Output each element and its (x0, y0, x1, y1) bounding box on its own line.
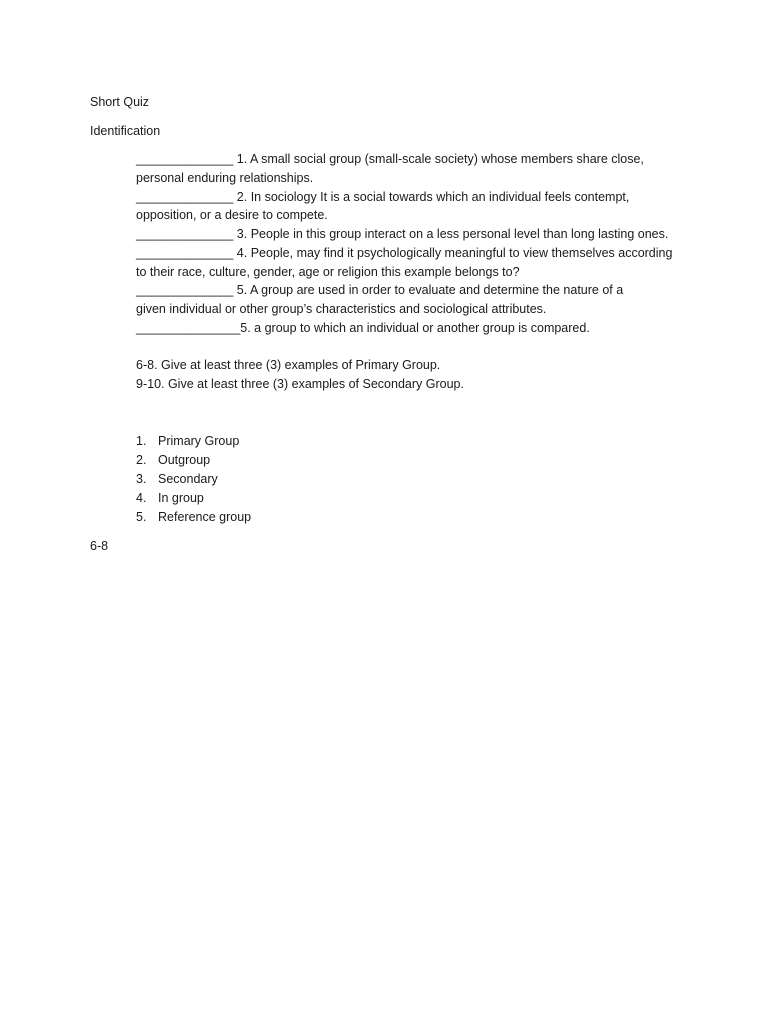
list-number: 3. (136, 472, 147, 486)
answer-list (136, 432, 436, 527)
task-line: 9-10. Give at least three (3) examples of Secondary Group. (136, 377, 464, 391)
list-item (136, 470, 436, 489)
question-line: ______________ 4. People, may find it psychologically meaningful to view themselves according (136, 245, 673, 260)
task-line: 6-8. Give at least three (3) examples of Primary Group. (136, 358, 441, 373)
list-item (136, 489, 436, 508)
question-line: to their race, culture, gender, age or religion this example belongs to? (136, 264, 520, 279)
quiz-title: Short Quiz (90, 95, 150, 109)
list-item (136, 432, 436, 451)
list-item (136, 451, 436, 470)
question-line: opposition, or a desire to compete. (136, 208, 328, 223)
list-number: 1. (136, 434, 147, 448)
question-line: ______________ 5. A group are used in order to evaluate and determine the nature of a (136, 283, 624, 298)
list-text: In group (158, 491, 204, 505)
question-line: personal enduring relationships. (136, 170, 314, 185)
list-text: Reference group (158, 510, 252, 524)
list-number: 2. (136, 453, 147, 467)
list-item (136, 508, 436, 527)
question-line: ______________ 2. In sociology It is a social towards which an individual feels contempt, (136, 189, 630, 204)
identification-questions (136, 150, 696, 394)
question-line: given individual or other group’s characteristics and sociological attributes. (136, 302, 547, 316)
footer-label: 6-8 (90, 539, 109, 553)
list-number: 5. (136, 510, 147, 524)
list-number: 4. (136, 491, 147, 505)
list-text: Secondary (158, 472, 218, 486)
question-line: ______________ 3. People in this group interact on a less personal level than long lasting ones. (136, 227, 669, 241)
question-line: ______________ 1. A small social group (small-scale society) whose members share close, (136, 152, 644, 166)
question-line: _______________5. a group to which an individual or another group is compared. (136, 320, 590, 335)
list-text: Outgroup (158, 453, 211, 467)
list-text: Primary Group (158, 434, 240, 448)
spacer (136, 338, 696, 357)
section-heading: Identification (90, 124, 161, 138)
